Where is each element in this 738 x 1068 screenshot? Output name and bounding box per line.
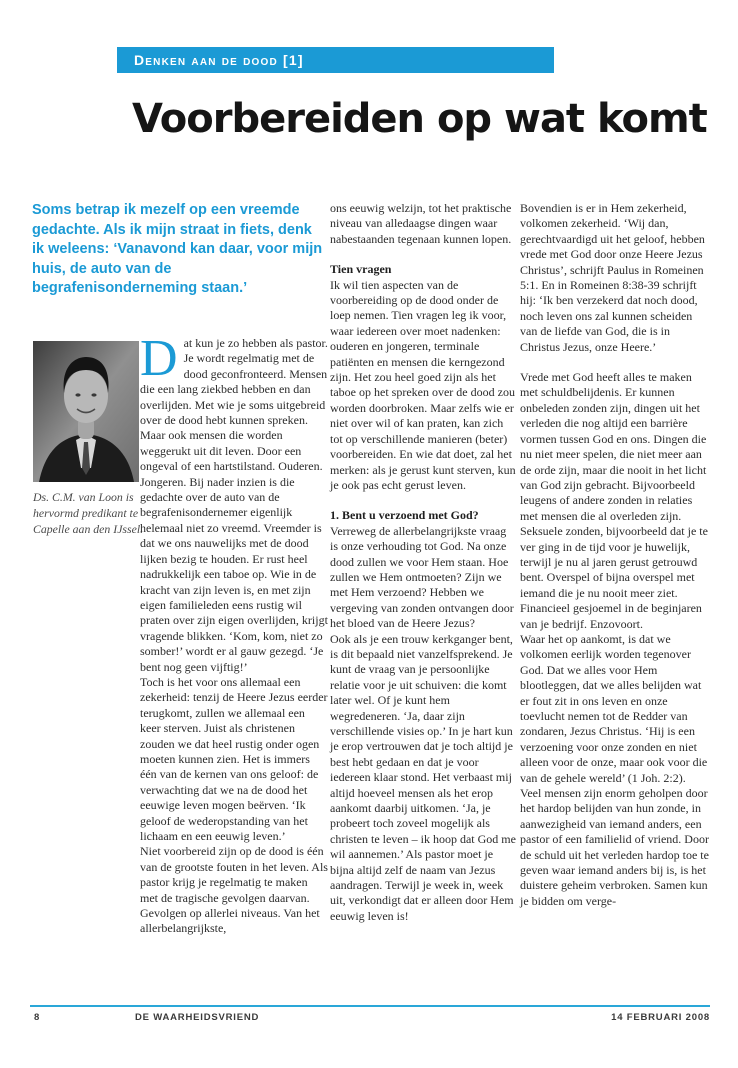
photo-caption: Ds. C.M. van Loon is hervormd predikant te Capelle aan den IJssel. [33, 490, 144, 536]
issue-date: 14 FEBRUARI 2008 [611, 1012, 710, 1023]
body-paragraph: Vrede met God heeft alles te maken met schuldbelijdenis. Er kunnen onbeleden zonden zijn, dingen uit het verleden die nog altijd een barrière vormen tussen God en ons. Dingen die nu niet meer spelen, die niet meer aan de orde zijn, maar die nooit in het licht van God zijn gebracht. Bijvoorbeeld leugens of andere zonden in relaties met mensen die al overleden zijn. Seksuele zonden, bijvoorbeeld dat je te ver ging in de tijd voor je huwelijk, terwijl je nu al jaren gerust getrouwd bent. Overspel of bijna overspel met iemand die je nu nooit meer ziet. Financieel gesjoemel in de beginjaren van je bedrijf. Enzovoort. [520, 370, 708, 631]
body-paragraph: Veel mensen zijn enorm geholpen door het hardop belijden van hun zonde, in aanwezigheid van iemand anders, een pastor of een familielid of vriend. Door de schuld uit het verleden hardop toe te geven waar iemand anders bij is, is het duistere geheim verbroken. Samen kun je bidden om verge- [520, 786, 709, 908]
page-number: 8 [34, 1012, 41, 1023]
body-paragraph: Ook als je een trouw kerkganger bent, is dit bepaald niet vanzelfsprekend. Je kunt de vraag van je persoonlijke relatie voor je uit schuiven: die komt later wel. Of je kunt hem wegredeneren. ‘Ja, daar zijn verschillende visies op.’ In je hart kun je erop vertrouwen dat je toch altijd je best hebt gedaan en dat je voor iedereen klaar stond. Het verbaast mij altijd hoeveel mensen als het erop aankomt daarbij uitkomen. ‘Ja, je probeert toch zoveel mogelijk als christen te leven – ik hoop dat God me wil aannemen.’ Als pastor moet je bijna altijd zelf de naam van Jezus aandragen. Terwijl je week in, week uit, verkondigt dat er alleen door Hem eeuwig leven is! [330, 631, 516, 923]
page-footer [30, 1012, 710, 1028]
article-title: Voorbereiden op wat komt [132, 96, 707, 142]
section-heading-tien-vragen: Tien vragen [330, 262, 392, 277]
body-paragraph: Waar het op aankomt, is dat we volkomen eerlijk worden tegenover God. Dat we alles voor Hem blootleggen, dat we alles belijden wat er fout zit in ons leven en onze toevlucht nemen tot de Redder van zondaren, Jezus Christus. ‘Hij is een verzoening voor onze zonden en niet alleen voor de onze, maar ook voor die van de gehele wereld’ (1 Joh. 2:2). [520, 631, 708, 785]
drop-cap: D [140, 330, 178, 387]
footer-divider [30, 1005, 710, 1007]
portrait-photo-illustration [33, 341, 139, 482]
body-paragraph [140, 330, 328, 675]
magazine-name: DE WAARHEIDSVRIEND [135, 1012, 260, 1023]
kicker-banner [117, 47, 554, 73]
intro-quote: Soms betrap ik mezelf op een vreemde gedachte. Als ik mijn straat in fiets, denk ik weleens: ‘Vanavond kan daar, voor mijn huis, de auto van de begrafenisonderneming staan.’ [32, 202, 323, 296]
column-2 [330, 201, 517, 924]
body-paragraph: Verreweg de allerbelangrijkste vraag is onze verhouding tot God. Na onze dood zullen we voor Hem staan. Hoe zullen we Hem ontmoeten? Zijn we met Hem verzoend? Hebben we vergeving van zonden ontvangen door het bloed van de Heere Jezus? [330, 523, 514, 631]
body-paragraph: Bovendien is er in Hem zekerheid, volkomen zekerheid. ‘Wij dan, gerechtvaardigd uit het geloof, hebben vrede met God door onze Heere Jezus Christus’, schrijft Paulus in Romeinen 5:1. En in Romeinen 8:38-39 schrijft hij: ‘Ik ben verzekerd dat noch dood, noch leven ons zal kunnen scheiden van de liefde van God, die is in Christus Jezus, onze Heere.’ [520, 201, 705, 354]
body-paragraph: ons eeuwig welzijn, tot het praktische niveau van alledaagse dingen waar nabestaanden tegenaan kunnen lopen. [330, 201, 512, 246]
portrait-photo [33, 341, 139, 482]
body-paragraph: Toch is het voor ons allemaal een zekerheid: tenzij de Heere Jezus eerder terugkomt, zullen we allemaal een keer sterven. Juist als christenen zouden we dat heel rustig onder ogen moeten kunnen zien. Het is immers één van de kernen van ons geloof: de verwachting dat we na de dood het eeuwige leven mogen beërven. ‘Ik geloof de wederopstanding van het lichaam en een eeuwig leven.’ [140, 674, 328, 843]
paragraph-text: at kun je zo hebben als pastor. Je wordt regelmatig met de dood geconfronteerd. Mensen die een lang ziekbed hebben en dan overlijden. Met wie je soms uitgebreid over de dood hebt kunnen spreken. Maar ook mensen die worden weggerukt uit dit leven. Door een ongeval of een hartstilstand. Ouderen. Jongeren. Bij nader inzien is die gedachte over de auto van de begrafenisondernemer eigenlijk helemaal niet zo vreemd. Vreemder is dat we ons nauwelijks met de dood lijken bezig te houden. Er rust heel nadrukkelijk een taboe op. Wie in de kracht van zijn leven is, en met zijn eigen familieleden eens rustig wil praten over zijn eigen overlijden, krijgt vragende blikken. ‘Kom, kom, niet zo somber!’ wordt er al gauw gezegd. ‘Je bent nog geen vijftig!’ [140, 336, 328, 674]
kicker-label: Denken aan de dood [1] [134, 52, 304, 68]
body-paragraph: Niet voorbereid zijn op de dood is één van de grootste fouten in het leven. Als pastor krijg je regelmatig te maken met de tragische gevolgen daarvan. Gevolgen op allerlei niveaus. Van het allerbelangrijkste, [140, 844, 328, 936]
column-1 [140, 330, 328, 937]
column-3 [520, 201, 710, 909]
body-paragraph: Ik wil tien aspecten van de voorbereiding op de dood onder de loep nemen. Tien vragen leg ik voor, waar iedereen over moet nadenken: ouderen en jongeren, terminale patiënten en mensen die kerngezond zijn. Het zou heel goed zijn als het taboe op het spreken over de dood zou worden doorbroken. Maar zelfs wie er niet over wil of kan praten, kan zich tot op verschillende manieren (beter) voorbereiden. En wie dat doet, zal het merken: als je gerust kunt sterven, kun je ook pas echt gerust leven. [330, 277, 516, 492]
section-heading-verzoend-met-god: 1. Bent u verzoend met God? [330, 508, 479, 523]
